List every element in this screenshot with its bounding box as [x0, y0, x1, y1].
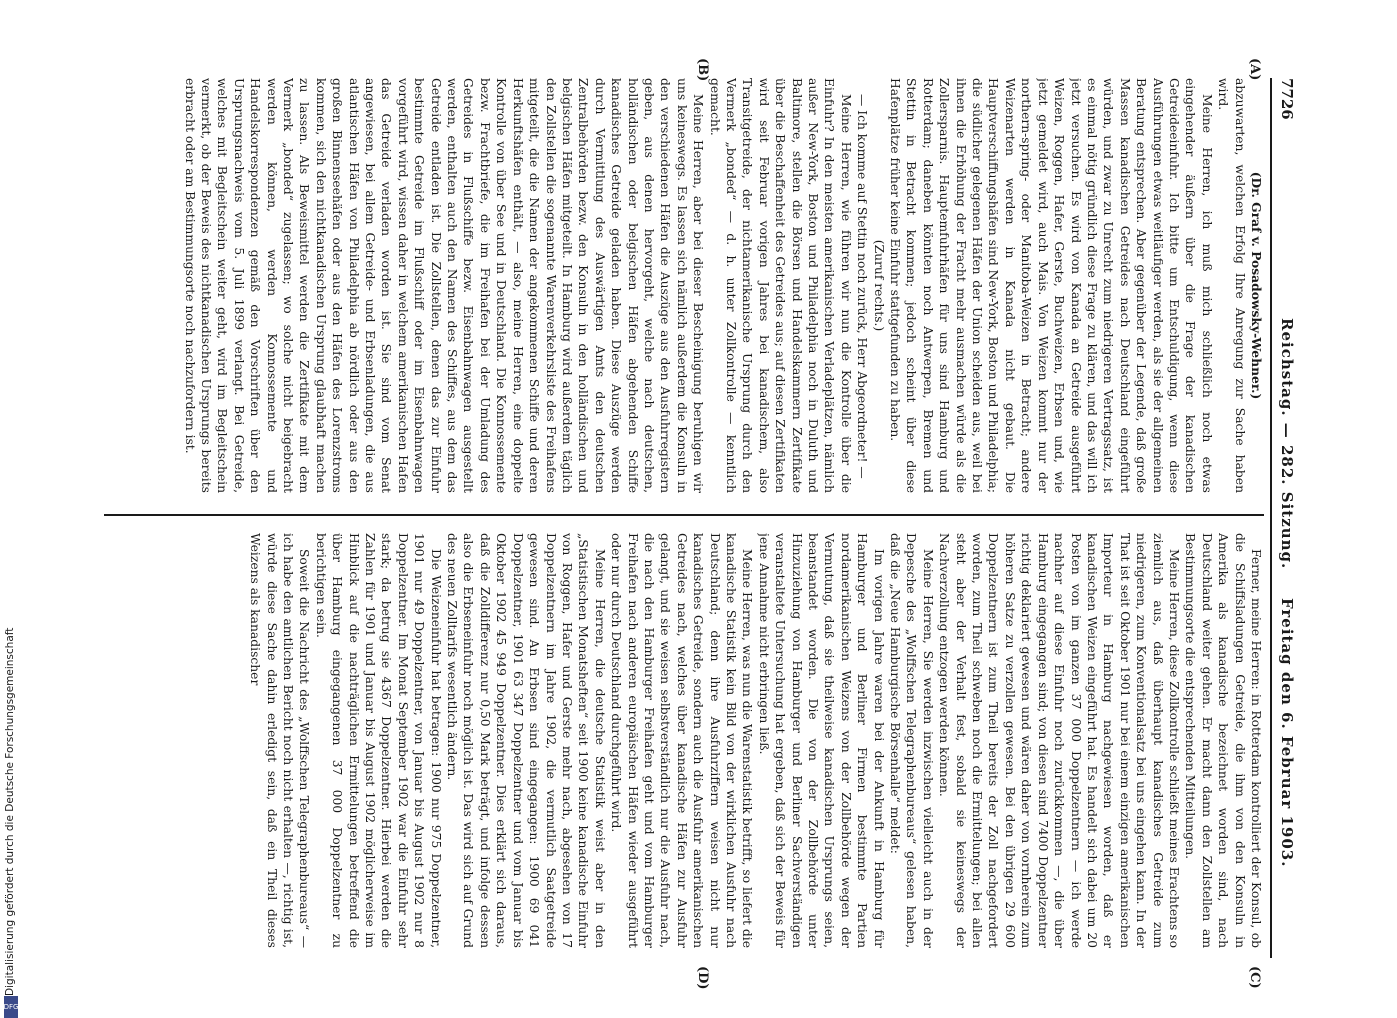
margin-marker-c: (C): [1247, 966, 1262, 989]
paragraph: Meine Herren, Sie werden inzwischen vielleicht auch in der Depesche des „Wolffschen Telegraphenbureaus“ gelesen haben, daß die „Neue Hamburgische Börsenhalle“ meldet:: [888, 533, 935, 948]
paragraph: Die Weizeneinfuhr hat betragen: 1900 nur 975 Doppelzentner, 1901 nur 49 Doppelzentner, von Januar bis August 1902 nur 8 Doppelzentner. Im Monat September 1902 war die Einfuhr sehr stark; da betrug sie 4367 Doppelzentner. Hierbei werden die Zahlen für 1901 und Januar bis August 1902 möglicherweise im Hinblick auf die nachträglichen Ermittelungen betreffend die über Hamburg eingegangenen 37 000 Doppelzentner zu berichtigen sein.: [313, 533, 443, 948]
page-date: Freitag den 6. Februar 1903.: [1278, 598, 1296, 868]
dfg-logo: DFG: [4, 996, 18, 1018]
digitization-note: Digitalisierung gefördert durch die Deutsche Forschungsgemeinschaft: [4, 627, 16, 996]
margin-marker-b: (B): [695, 58, 710, 82]
paragraph: Meine Herren, wie führen wir nun die Kontrolle über die Einfuhr? In den meisten amerikanischen Verladeplätzen, nämlich außer New-York, Boston und Philadelphia noch in Duluth und Baltimore, stellen die Börsen und Handelskammern Zertifikate über die Beschaffenheit des Getreides aus; auf diesen Zertifikaten wird seit Februar vorigen Jahres bei kanadischem, also Transitgetreide, der nichtamerikanische Ursprung durch den Vermerk „bonded“ — d. h. unter Zollkontrolle — kenntlich gemacht.: [707, 78, 853, 493]
column-rule: [104, 514, 1264, 516]
paragraph: Ferner, meine Herren: in Rotterdam kontrolliert der Konsul, ob die Schiffsladungen Getreide, die ihm von den Konsuln in Amerika als kanadische bezeichnet worden sind, nach Deutschland weiter gehen. Er macht dann den Zollstellen am Bestimmungsorte die entsprechenden Mitteilungen.: [1183, 533, 1263, 948]
left-column: [104, 78, 1264, 493]
margin-marker-d: (D): [695, 966, 710, 990]
paragraph: abzuwarten, welchen Erfolg Ihre Anregung zur Sache haben wird.: [1216, 78, 1247, 493]
header-rule: [1270, 78, 1272, 958]
paragraph: Meine Herren, aber bei dieser Bescheinigung beruhigen wir uns keineswegs. Es lassen sich nämlich außerdem die Konsuln in den verschiedenen Häfen die Auszüge aus den Ausfuhrregistern geben, aus denen hervorgeht, welche nach deutschen, holländischen oder belgischen Häfen abgehenden Schiffe kanadisches Getreide geladen haben. Diese Auszüge werden durch Vermittlung des Auswärtigen Amts den deutschen Zentralbehörden bezw. den Konsuln in den holländischen und belgischen Häfen mitgeteilt. In Hamburg wird außerdem täglich den Zollstellen die sogenannte Warenverkehrsliste des Freihafens mitgeteilt, die die Namen der angekommenen Schiffe und deren Herkunftshäfen enthält, — also, meine Herren, eine doppelte Kontrolle von über See und in Deutschland. Die Konnossemente bezw. Frachtbriefe, die im Freihafen bei der Umladung des Getreides in Flußschiffe bezw. Eisenbahnwagen ausgestellt werden, enthalten auch den Namen des Schiffes, aus dem das Getreide entladen ist. Die Zollstellen, denen das zur Einfuhr bestimmte Getreide im Flußschiff oder im Eisenbahnwagen vorgeführt wird, wissen daher in welchem amerikanischen Hafen das Getreide verladen worden ist. Sie sind vom Senat angewiesen, bei allem Getreide- und Erbsenladungen, die aus atlantischen Häfen von Philadelphia ab nördlich oder aus den großen Binnenseehäfen oder aus den Häfen des Lorenzstroms kommen, sich den nichtkanadischen Ursprung glaubhaft machen zu lassen. Als Beweismittel werden die Zertifikate mit dem Vermerk „bonded“ zugelassen; wo solche nicht beigebracht werden können, werden Konnossemente und Handelskorrespondenzen gemäß den Vorschriften über den Ursprungsnachweis vom 5. Juli 1899 verlangt. Bei Getreide, welches mit Begleitschein weiter geht, wird im Begleitschein vermerkt, ob der Beweis des nichtkanadischen Ursprungs bereits erbracht oder am Bestimmungsorte noch nachzufordern ist.: [182, 78, 706, 493]
paragraph: Meine Herren, was nun die Warenstatistik betrifft, so liefert die kanadische Statistik kein Bild von der wirklichen Ausfuhr nach Deutschland; denn ihre Ausfuhrziffern weisen nicht nur kanadisches Getreide, sondern auch die Ausfuhr amerikanischen Getreides nach, welches über kanadische Häfen zur Ausfuhr gelangt, und sie weisen selbstverständlich nur die Ausfuhr nach, die nach den Hamburger Freihafen geht und vom Hamburger Freihafen nach anderen europäischen Häfen wieder ausgeführt oder nur durch Deutschland durchgeführt wird.: [609, 533, 755, 948]
speaker-label: (Dr. Graf v. Posadowsky-Wehner.): [1249, 171, 1264, 400]
interjection: (Zuruf rechts.): [871, 239, 886, 332]
paragraph: — Ich komme auf Stettin noch zurück, Herr Abgeordneter! —: [855, 94, 870, 479]
paragraph: Meine Herren, ich muß mich schließlich noch etwas eingehender äußern über die Frage der kanadischen Getreideeinfuhr. Ich bitte um Entschuldigung, wenn diese Ausführungen etwas weitläufiger werden, als sie der allgemeinen Beratung entsprechen. Aber gegenüber der Legende, daß große Massen kanadischen Getreides nach Deutschland eingeführt würden, und zwar zu Unrecht zum niedrigeren Vertragssatz, ist es einmal nötig gründlich diese Frage zu klären, und das will ich jetzt versuchen. Es wird von Kanada an Getreide ausgeführt Weizen, Roggen, Hafer, Gerste, Buchweizen, Erbsen und, wie jetzt gemeldet wird, auch Mais. Von Weizen kommt nur der northern-spring- oder Manitoba-Weizen in Betracht; andere Weizenarten werden in Kanada nicht gebaut. Die Hauptverschiffungshäfen sind New-York, Boston und Philadelphia; die südlicher gelegenen Häfen der Union scheiden aus, weil bei ihnen die Erhöhung der Fracht mehr ausmachen würde als die Zollersparnis. Hauptemfuhrhäfen für uns sind Hamburg und Rotterdam; daneben könnten noch Antwerpen, Bremen und Stettin in Betracht kommen; jedoch scheint über diese Hafenplätze früher keine Einfuhr stattgefunden zu haben.: [888, 78, 1214, 493]
paragraph: Meine Herren, diese Zollkontrolle schließt meines Erachtens so ziemlich aus, daß überhaupt kanadisches Getreide zum niedrigeren, zum Konventionalsatz bei uns eingehen kann. In der That ist seit Oktober 1901 nur bei einem einzigen amerikanischen Importeur in Hamburg nachgewiesen worden, daß er kanadischen Weizen eingeführt hat. Es handelt sich dabei um 20 Posten von im ganzen 37 000 Doppelzentnern — ich werde nachher auf diese Einfuhr noch zurückkommen —, die über Hamburg eingegangen sind; von diesen sind 7400 Doppelzentner richtig deklariert gewesen und wären daher von vornherein zum höheren Satze zu verzollen gewesen. Bei den übrigen 29 600 Doppelzentnern ist zum Theil bereits der Zoll nachgefordert worden, zum Theil schweben noch die Ermittelungen; bei allen steht aber der Verhalt fest, sobald sie keineswegs der Nachverzollung entzogen werden können.: [937, 533, 1181, 948]
page-title: Reichstag. — 282. Sitzung.: [1278, 318, 1296, 570]
margin-marker-a: (A): [1247, 58, 1262, 81]
page-number: 7726: [1278, 78, 1296, 120]
page-sheet: [78, 58, 1298, 990]
paragraph: Meine Herren, die deutsche Statistik weist aber in den „Statistischen Monatsheften“ seit 1900 keine kanadische Einfuhr von Roggen, Hafer und Gerste mehr nach, abgesehen von 17 Doppelzentnern im Jahre 1902, die vermutlich Saatgetreide gewesen sind. An Erbsen sind eingegangen: 1900 69 041 Doppelzentner, 1901 63 347 Doppelzentner und vom Januar bis Oktober 1902 45 949 Doppelzentner. Dies erklärt sich daraus, daß die Zolldifferenz nur 0,50 Mark beträgt, und infolge dessen also die Erbseneinfuhr noch möglich ist. Das wird sich auf Grund des neuen Zolltarifs wesentlich ändern.: [445, 533, 607, 948]
quotation: Im vorigen Jahre waren bei der Ankunft in Hamburg für Hamburger und Berliner Firmen bestimmte Partien nordamerikanischen Weizens von der Zollbehörde wegen der Vermutung, daß sie theilweise kanadischen Ursprungs seien, beanstandet worden. Die von der Zollbehörde unter Hinzuziehung von Hamburger und Berliner Sachverständigen veranstaltete Untersuchung hat ergeben, daß sich der Beweis für jene Annahme nicht erbringen ließ.: [756, 533, 886, 948]
paragraph: Soweit die Nachricht des „Wolffschen Telegraphenbureaus“ — ich habe den amtlichen Bericht noch nicht erhalten —, richtig ist, würde diese Sache dahin erledigt sein, daß ein Theil dieses Weizens als kanadischer: [248, 533, 312, 948]
right-column: [104, 533, 1264, 948]
page-header: [1272, 78, 1298, 958]
